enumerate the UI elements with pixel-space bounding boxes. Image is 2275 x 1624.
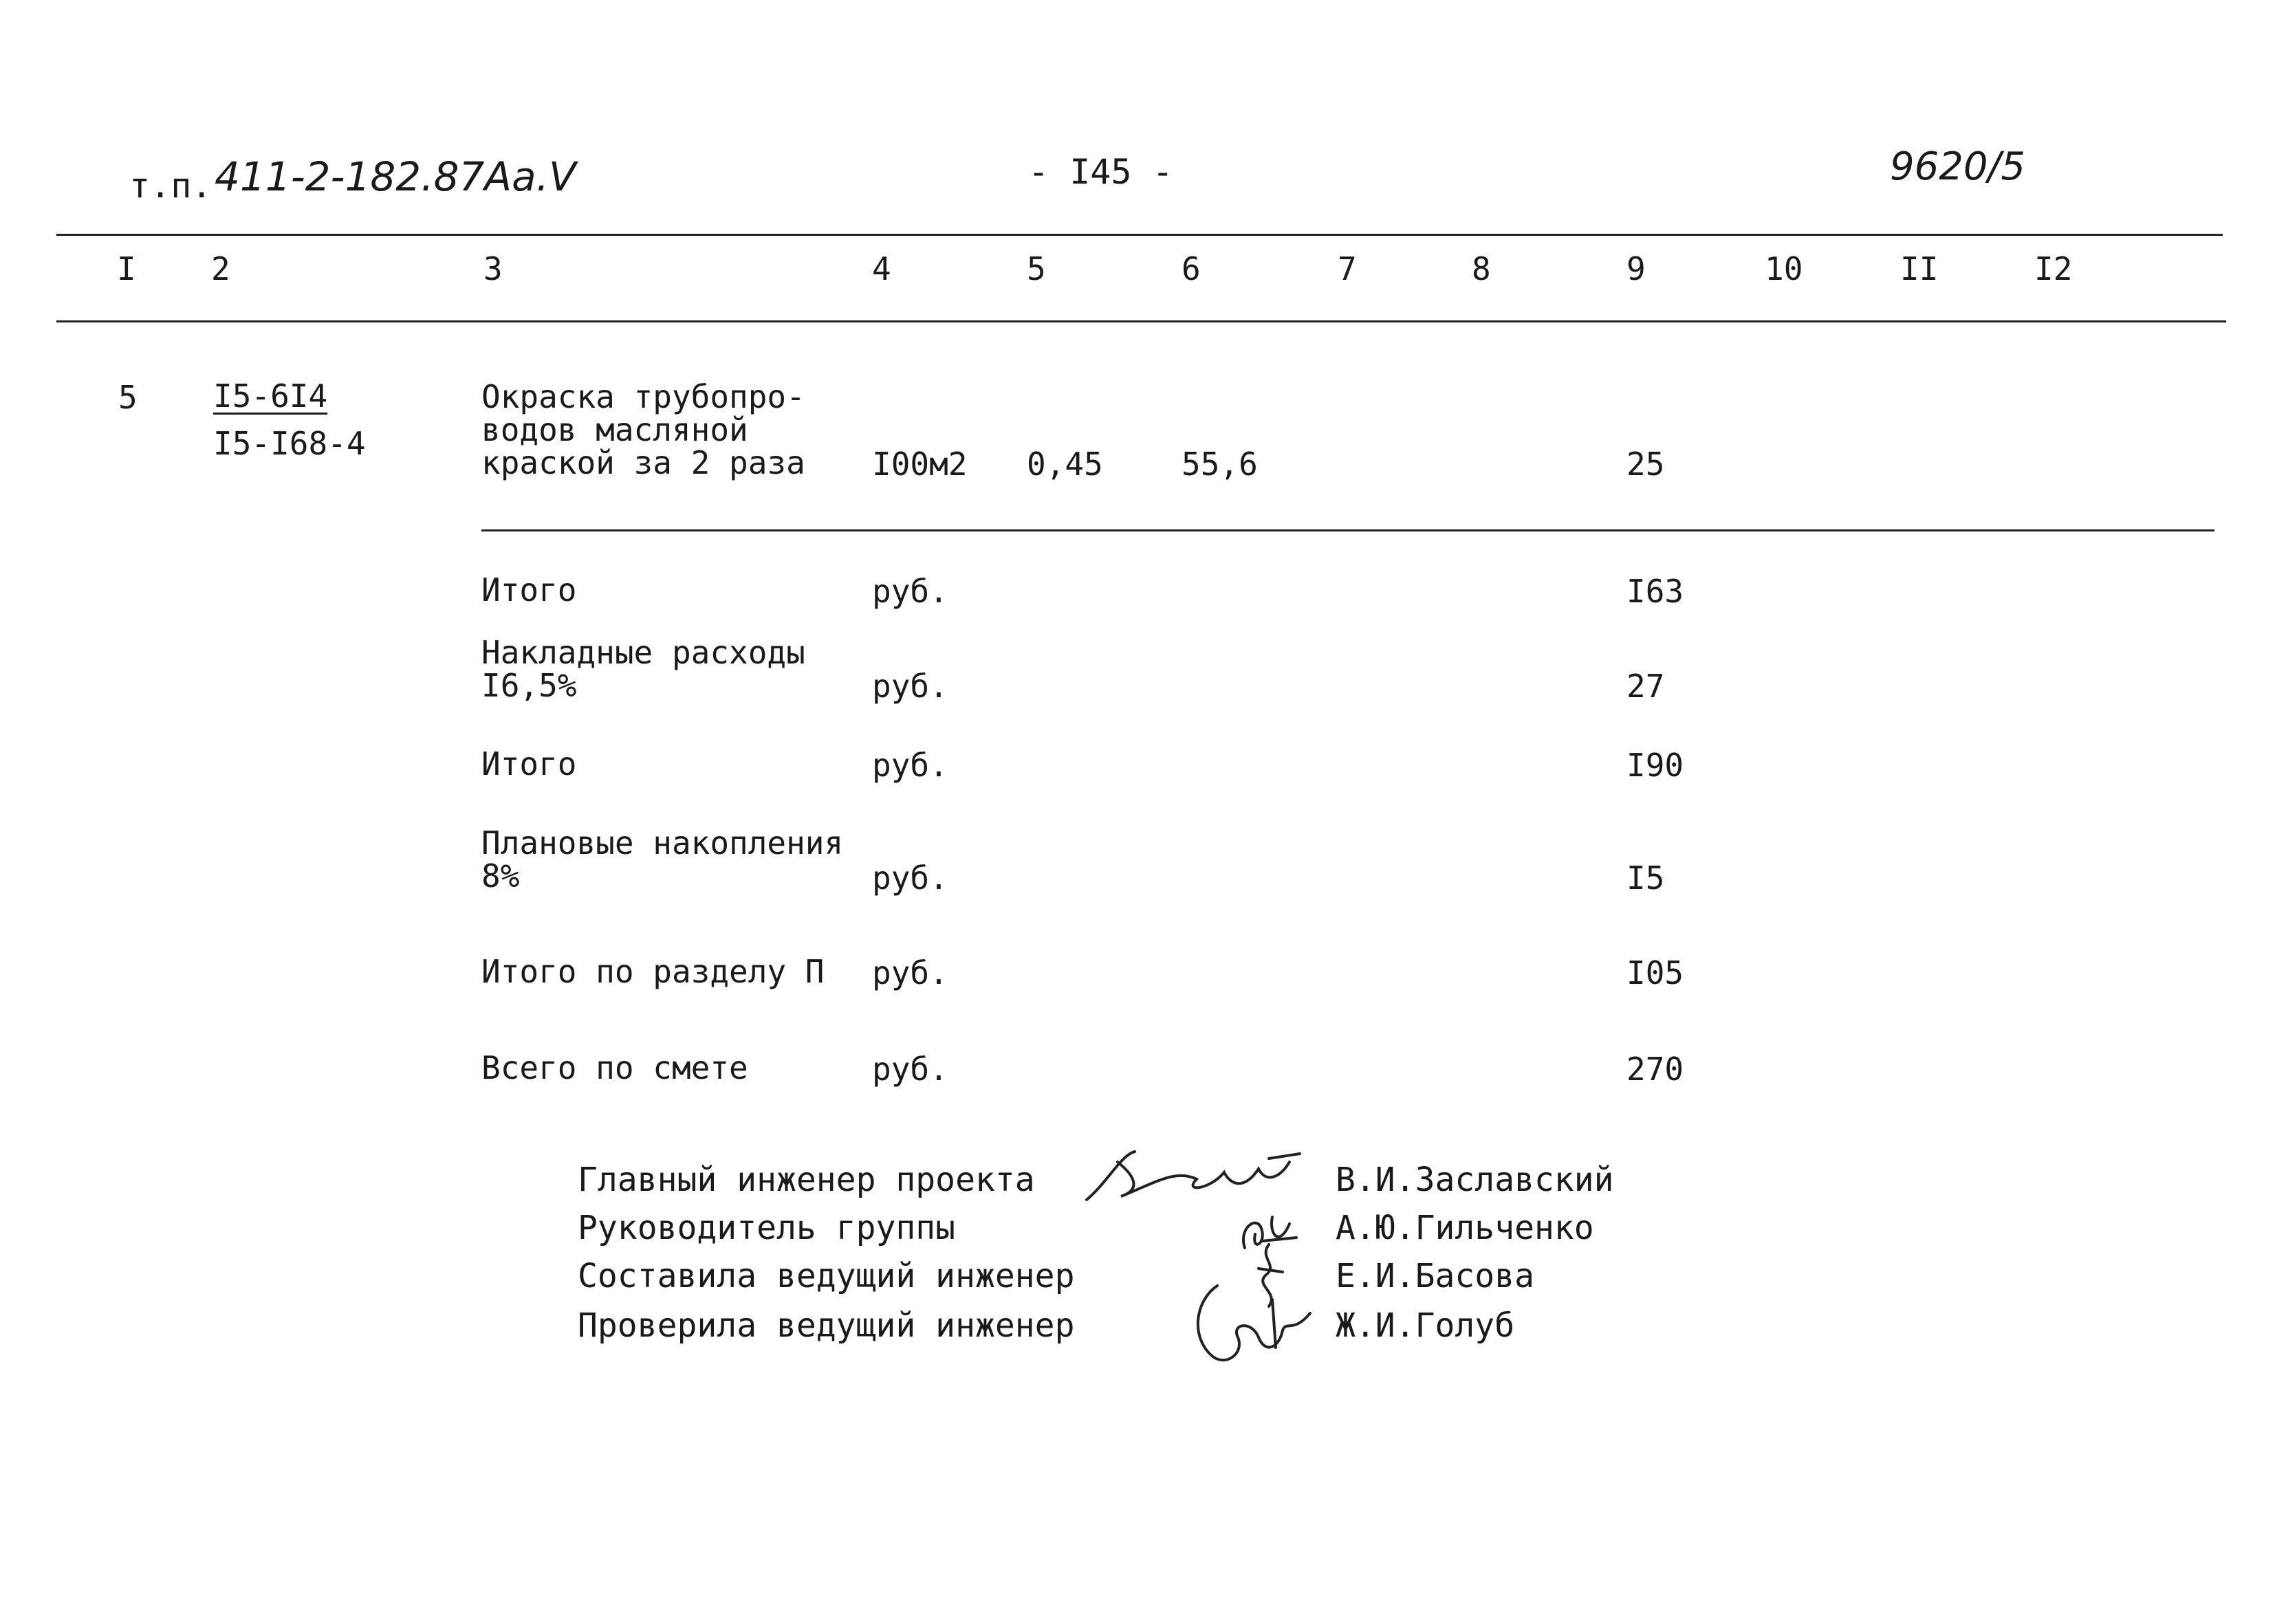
grand-total-label: Всего по смете [481,1049,748,1086]
section-total-value: I05 [1626,954,1684,991]
col-header-1: I [117,250,136,287]
signature-name: Е.И.Басова [1336,1257,1534,1295]
subtotal-value: I90 [1626,747,1684,784]
grand-total-value: 270 [1626,1051,1684,1088]
signature-role: Главный инженер проекта [578,1161,1035,1199]
col-header-5: 5 [1027,250,1046,287]
col-header-7: 7 [1338,250,1357,287]
col-header-9: 9 [1626,250,1646,287]
overhead-unit: руб. [872,668,948,705]
subtotal-label: Итого [481,745,577,782]
doc-prefix: т.п. [129,166,213,206]
planned-savings-value: I5 [1626,859,1665,897]
overhead-label: Накладные расходы I6,5% [481,634,805,704]
handwritten-signature-checker [1183,1272,1314,1375]
item-code-top: I5-6I4 [213,377,328,415]
section-total-label: Итого по разделу П [481,953,825,990]
col-header-12: I2 [2034,250,2073,287]
col-header-3: 3 [483,250,503,287]
subtotal-unit: руб. [872,747,948,784]
signature-role: Проверила ведущий инженер [578,1306,1075,1345]
planned-savings-unit: руб. [872,859,948,897]
signature-name: Ж.И.Голуб [1336,1306,1515,1345]
archive-number: 9620/5 [1890,144,2026,189]
signature-role: Руководитель группы [578,1209,956,1247]
item-code-bottom: I5-I68-4 [213,425,366,462]
overhead-value: 27 [1626,668,1665,705]
item-bottom-rule [481,529,2214,531]
item-unit: I00м2 [872,446,968,483]
signature-role: Составила ведущий инженер [578,1257,1075,1295]
header-top-rule [56,234,2223,236]
handwritten-signature-chief-engineer [1080,1141,1307,1217]
total-unit: руб. [872,573,948,610]
item-col6: 55,6 [1182,446,1258,483]
col-header-10: 10 [1765,250,1803,287]
col-header-8: 8 [1472,250,1491,287]
item-col9: 25 [1626,446,1665,483]
item-description: Окраска трубопро- водов масляной краской за 2 раза [481,378,805,481]
page-number: - I45 - [1028,152,1173,192]
total-label: Итого [481,571,577,608]
planned-savings-label: Плановые накопления 8% [481,824,844,895]
col-header-4: 4 [872,250,891,287]
signature-name: А.Ю.Гильченко [1336,1209,1594,1247]
project-code: 411-2-182.87Аа.V [215,153,576,200]
grand-total-unit: руб. [872,1051,948,1088]
header-bottom-rule [56,320,2226,322]
col-header-11: II [1900,250,1939,287]
total-value: I63 [1626,573,1684,610]
signature-name: В.И.Заславский [1336,1161,1614,1199]
item-number: 5 [118,379,138,416]
col-header-6: 6 [1182,250,1201,287]
section-total-unit: руб. [872,954,948,991]
col-header-2: 2 [211,250,230,287]
item-col5: 0,45 [1027,446,1103,483]
